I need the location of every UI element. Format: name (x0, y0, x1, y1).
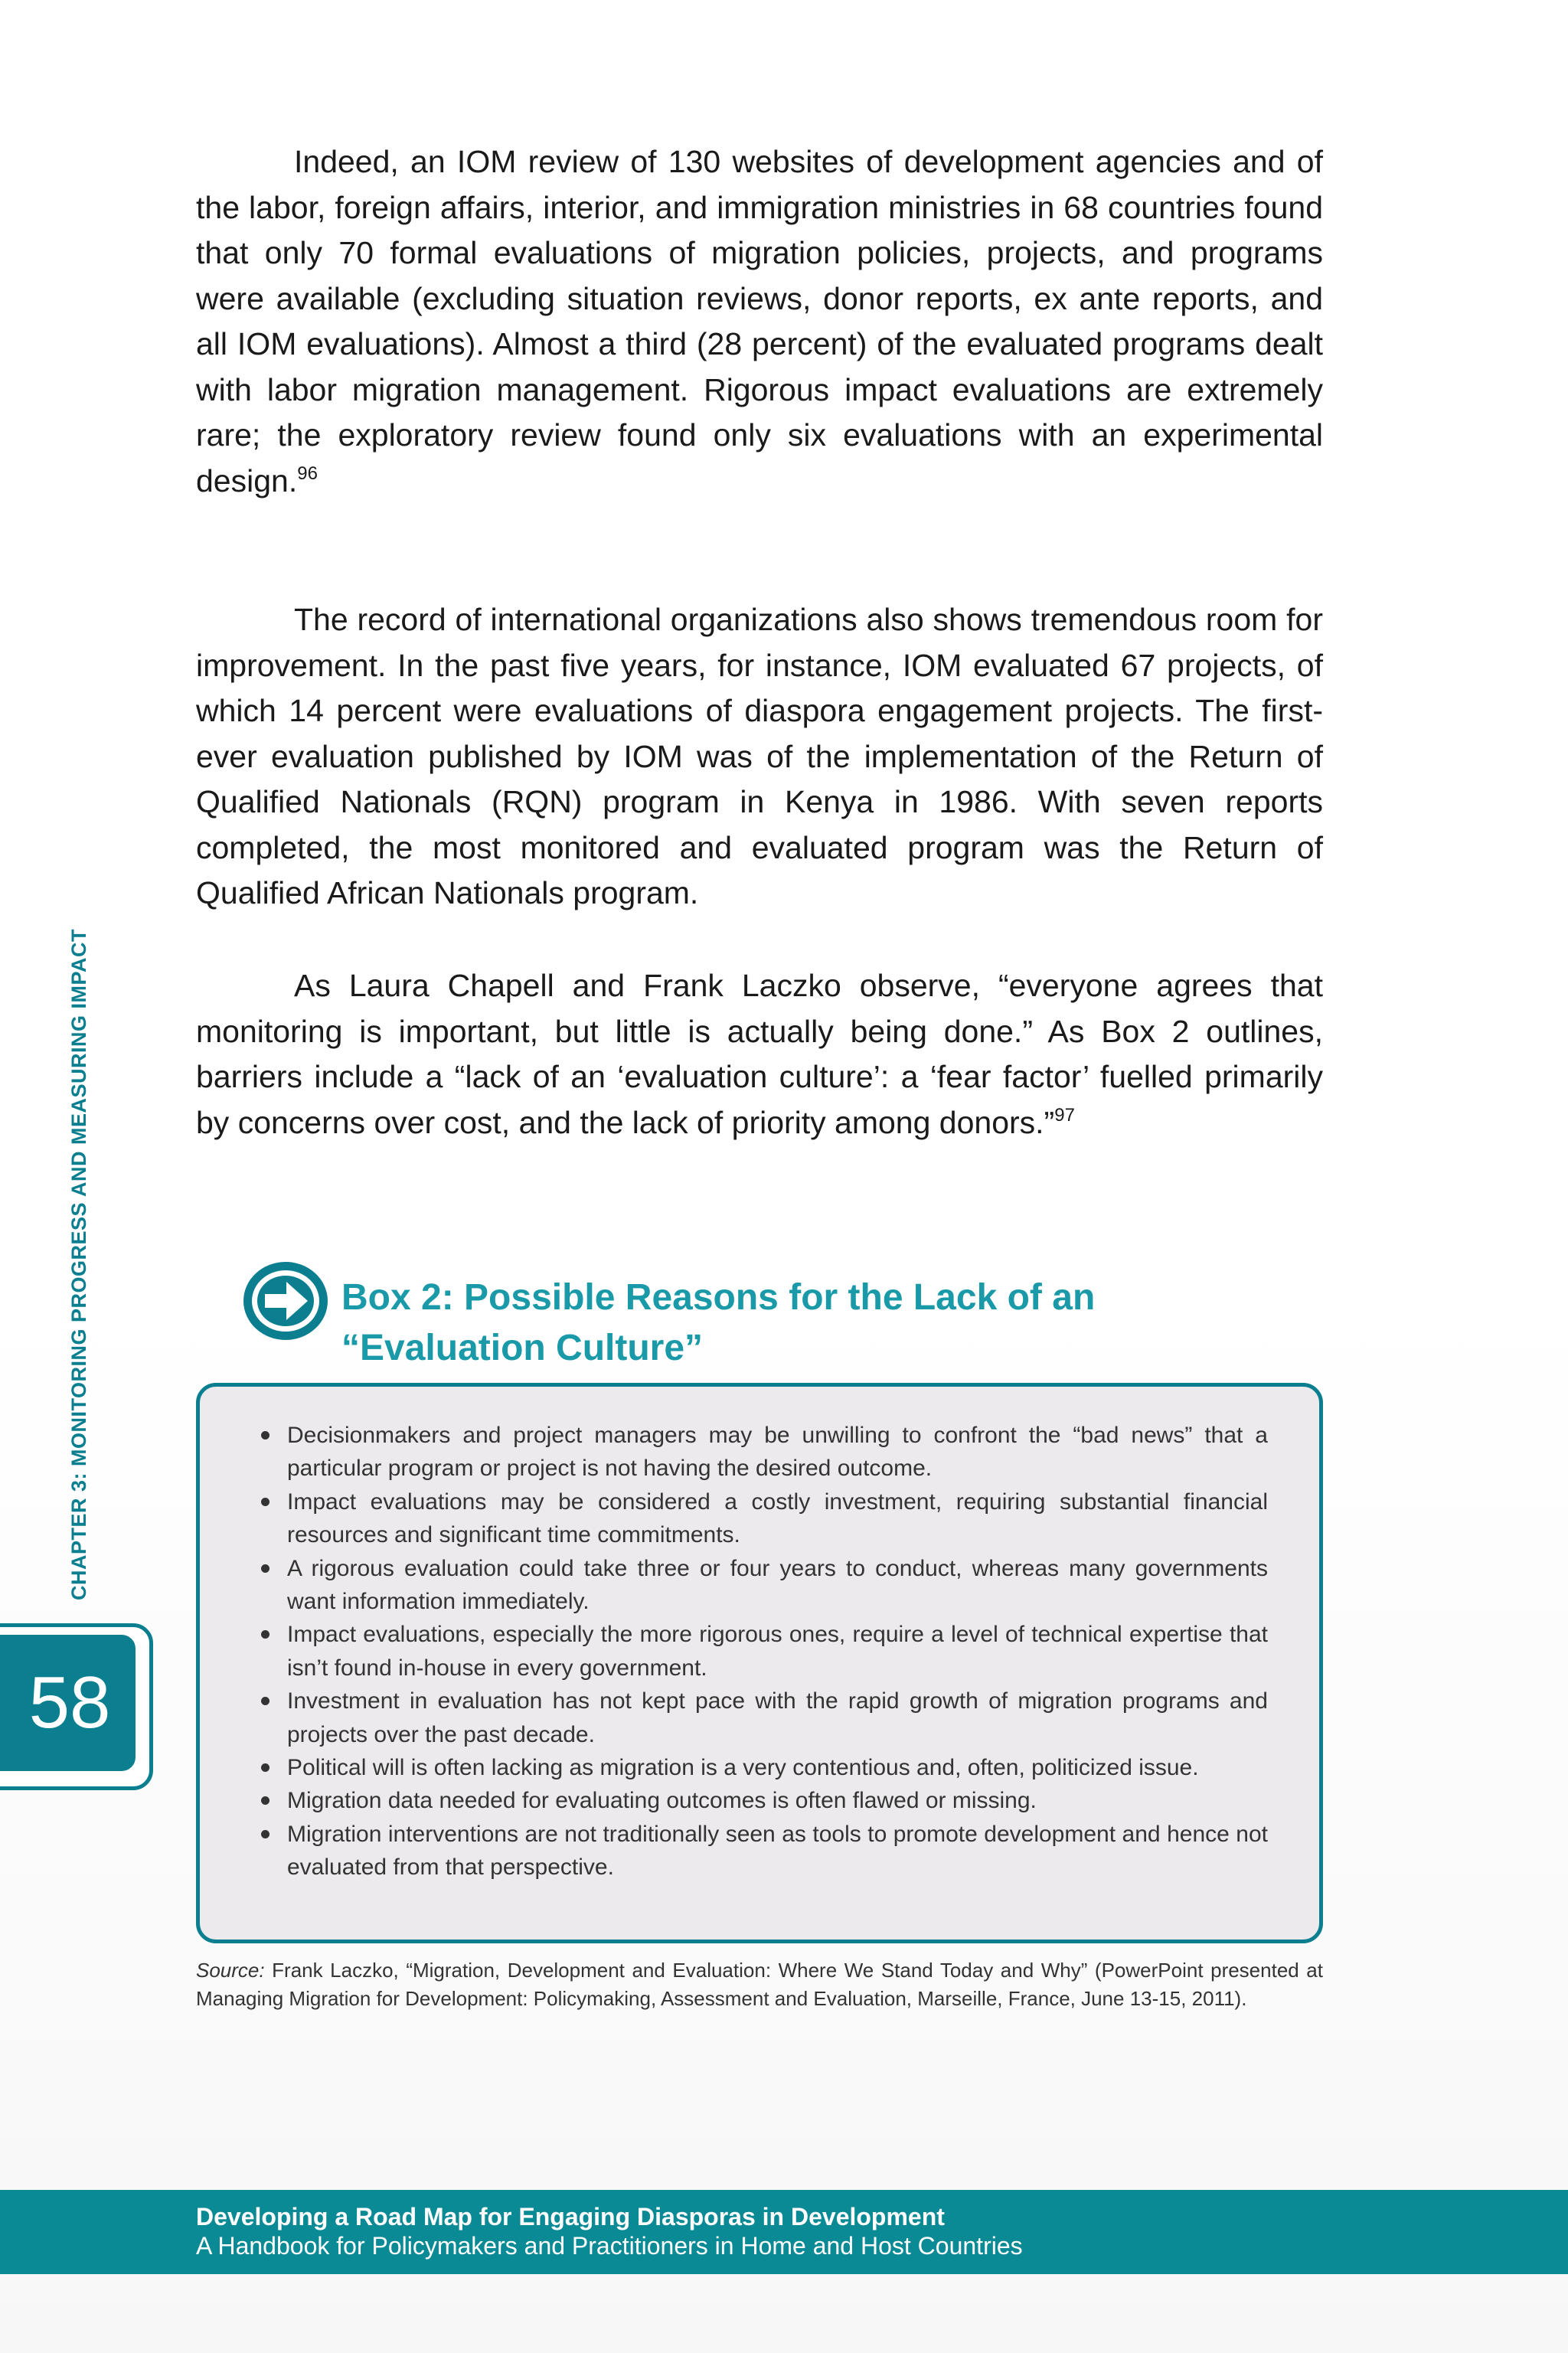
list-item: Migration data needed for evaluating outcomes is often flawed or missing. (261, 1784, 1268, 1817)
paragraph-text: Indeed, an IOM review of 130 websites of development agencies and of the labor, foreign affairs, interior, and immigration ministries in 68 countries found that only 70 formal evaluations of migration policies, projects, and programs were available (excluding situation reviews, donor reports, ex ante reports, and all IOM evaluations). Almost a third (28 percent) of the evaluated programs dealt with labor migration management. Rigorous impact evaluations are extremely rare; the exploratory review found only six evaluations with an experimental design. (196, 144, 1323, 498)
page-number: 58 (0, 1635, 136, 1771)
arrow-right-circle-icon (242, 1260, 329, 1342)
footer-band (0, 2190, 1568, 2274)
page-number-tab (0, 1623, 153, 1790)
list-item: Decisionmakers and project managers may be unwilling to confront the “bad news” that a particular program or project is not having the desired outcome. (261, 1419, 1268, 1485)
list-item: Migration interventions are not traditionally seen as tools to promote development and hence not evaluated from that perspective. (261, 1818, 1268, 1884)
paragraph-text: The record of international organizations also shows tremendous room for improvement. In the past five years, for instance, IOM evaluated 67 projects, of which 14 percent were evaluations of diaspora engagement projects. The first-ever evaluation published by IOM was of the implementation of the Return of Qualified Nationals (RQN) program in Kenya in 1986. With seven reports completed, the most monitored and evaluated program was the Return of Qualified African Nationals program. (196, 602, 1323, 910)
list-item: Impact evaluations may be considered a costly investment, requiring substantial financial resources and significant time commitments. (261, 1485, 1268, 1552)
source-note (196, 1956, 1323, 2013)
list-item: Impact evaluations, especially the more rigorous ones, require a level of technical expertise that isn’t found in-house in every government. (261, 1618, 1268, 1685)
paragraph-iom-review (196, 139, 1323, 504)
footer-subtitle: A Handbook for Policymakers and Practitioners in Home and Host Countries (196, 2232, 1023, 2260)
reasons-list (261, 1419, 1268, 1884)
footnote-ref[interactable]: 97 (1054, 1104, 1075, 1126)
list-item: A rigorous evaluation could take three or four years to conduct, whereas many governments want information immediately. (261, 1552, 1268, 1619)
paragraph-text: As Laura Chapell and Frank Laczko observe, “everyone agrees that monitoring is important, but little is actually being done.” As Box 2 outlines, barriers include a “lack of an ‘evaluation culture’: a ‘fear factor’ fuelled primarily by concerns over cost, and the lack of priority among donors.” (196, 968, 1323, 1140)
paragraph-chapell-laczko (196, 963, 1323, 1145)
list-item: Political will is often lacking as migration is a very contentious and, often, politicized issue. (261, 1751, 1268, 1784)
footnote-ref[interactable]: 96 (297, 462, 318, 484)
source-label: Source: (196, 1959, 265, 1982)
chapter-side-label: CHAPTER 3: MONITORING PROGRESS AND MEASURING IMPACT (67, 928, 90, 1600)
paragraph-international-organizations (196, 597, 1323, 917)
source-text: Frank Laczko, “Migration, Development and Evaluation: Where We Stand Today and Why” (PowerPoint presented at Managing Migration for Development: Policymaking, Assessment and Evaluation, Marseille, France, June 13-15, 2011). (196, 1959, 1323, 2010)
box-title: Box 2: Possible Reasons for the Lack of an “Evaluation Culture” (341, 1277, 1096, 1368)
box-panel (196, 1383, 1323, 1943)
list-item: Investment in evaluation has not kept pace with the rapid growth of migration programs and projects over the past decade. (261, 1685, 1268, 1751)
footer-title: Developing a Road Map for Engaging Diasporas in Development (196, 2203, 945, 2230)
